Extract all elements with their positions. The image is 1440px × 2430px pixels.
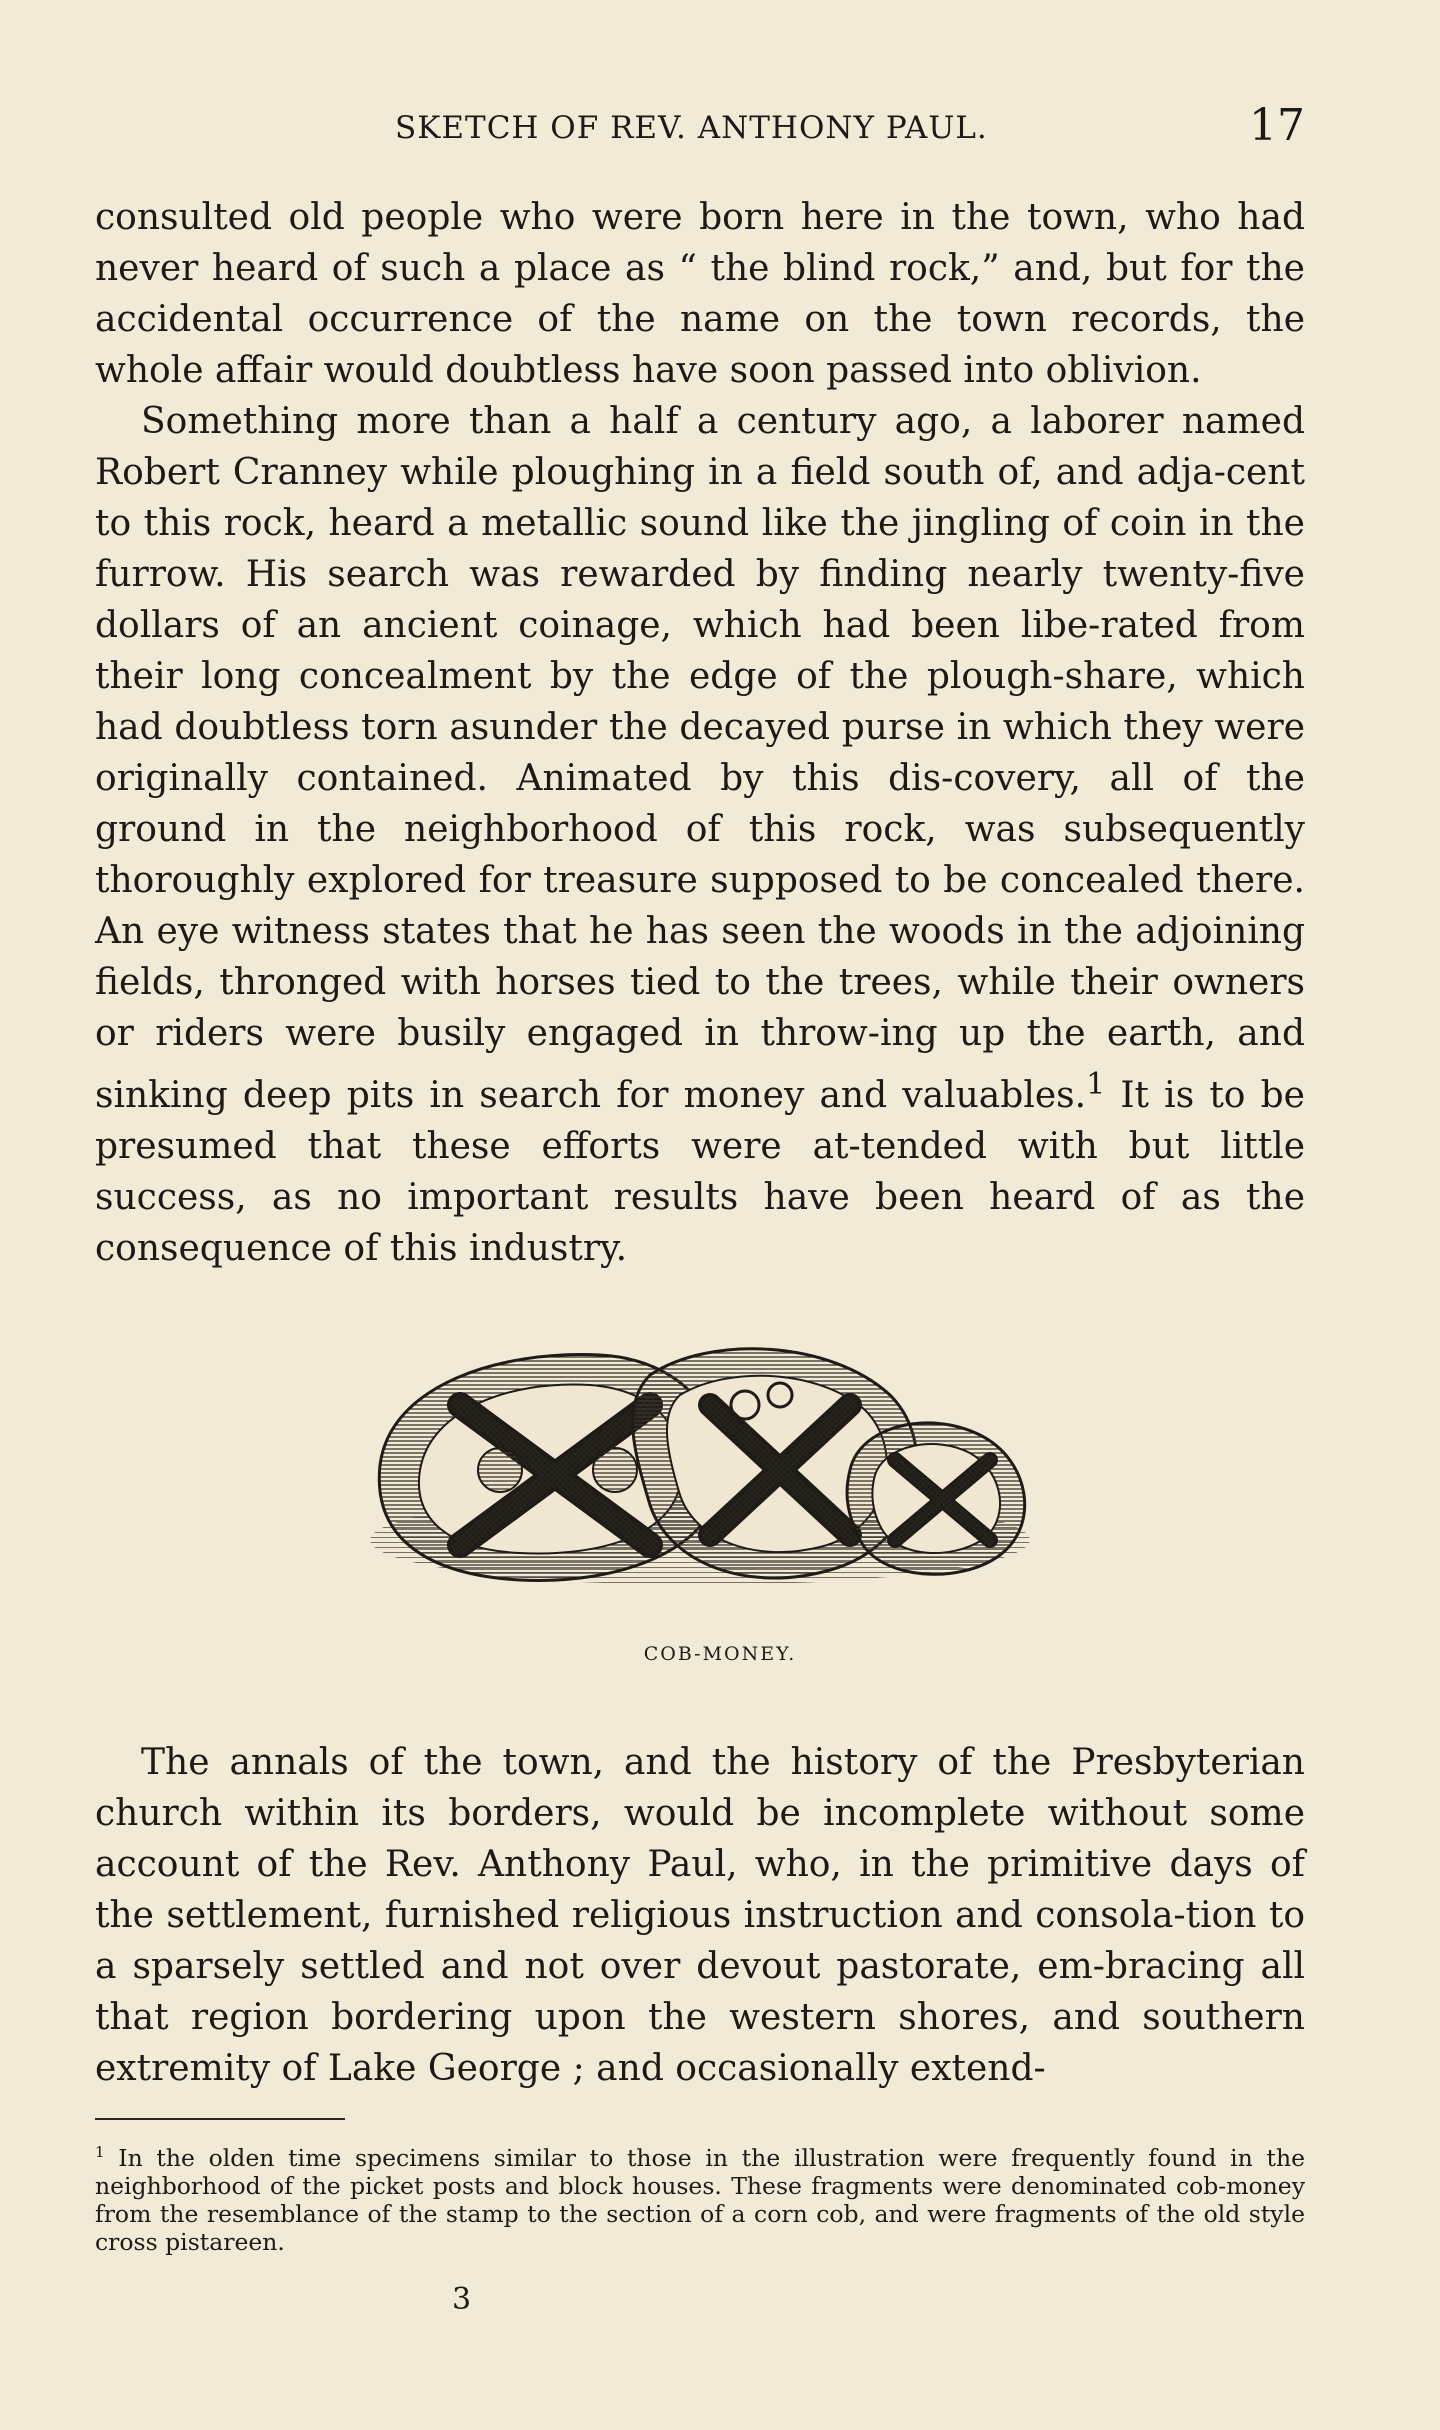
coin-right: [847, 1423, 1025, 1574]
signature-mark: 3: [452, 2282, 472, 2317]
paragraph-continued: consulted old people who were born here in the town, who had never heard of such a place as “ the blind rock,” and, but for the accidental occurrence of the name on the town records, the whole affair would doubtless have soon passed into oblivion.: [95, 197, 1305, 391]
footnote-text: In the olden time specimens similar to those in the illustration were frequently found in the neighborhood of the picket posts and block houses. These fragments were denominated cob-money from the resemblance of the stamp to the section of a corn cob, and were fragments of the old style cross pistareen.: [95, 2143, 1305, 2256]
text-block-upper: [95, 192, 1305, 1274]
page-header: [95, 100, 1305, 160]
paragraph-cranney: [95, 396, 1305, 1274]
page-number: 17: [1249, 100, 1305, 151]
figure-caption: COB-MONEY.: [643, 1643, 797, 1665]
text-block-lower: [95, 1737, 1305, 2094]
cob-money-illustration: [350, 1295, 1050, 1615]
paragraph-cranney-text-end: It is to be presumed that these efforts were at-tended with but little success, as no important results have been heard of as the consequence of this industry.: [95, 1075, 1305, 1269]
running-title: SKETCH OF REV. ANTHONY PAUL.: [395, 110, 988, 146]
footnote: [95, 2138, 1305, 2256]
paragraph-cranney-text: Something more than a half a century ago, a laborer named Robert Cranney while ploughing in a field south of, and adja-cent to this rock, heard a metallic sound like the jingling of coin in the furrow. His search was rewarded by finding nearly twenty-five dollars of an ancient coinage, which had been libe-rated from their long concealment by the edge of the plough-share, which had doubtless torn asunder the decayed purse in which they were originally contained. Animated by this dis-covery, all of the ground in the neighborhood of this rock, was subsequently thoroughly explored for treasure supposed to be concealed there. An eye witness states that he has seen the woods in the adjoining fields, thronged with horses tied to the trees, while their owners or riders were busily engaged in throw-ing up the earth, and sinking deep pits in search for money and valuables.: [95, 401, 1305, 1116]
footnote-reference: 1: [1086, 1067, 1106, 1102]
paragraph-annals: The annals of the town, and the history of the Presbyterian church within its borders, would be incomplete without some account of the Rev. Anthony Paul, who, in the primitive days of the settlement, furnished religious instruction and consola-tion to a sparsely settled and not over devout pastorate, em-bracing all that region bordering upon the western shores, and southern extremity of Lake George ; and occasionally extend-: [95, 1742, 1305, 2089]
footnote-marker: 1: [95, 2143, 105, 2161]
footnote-divider: [95, 2118, 345, 2120]
